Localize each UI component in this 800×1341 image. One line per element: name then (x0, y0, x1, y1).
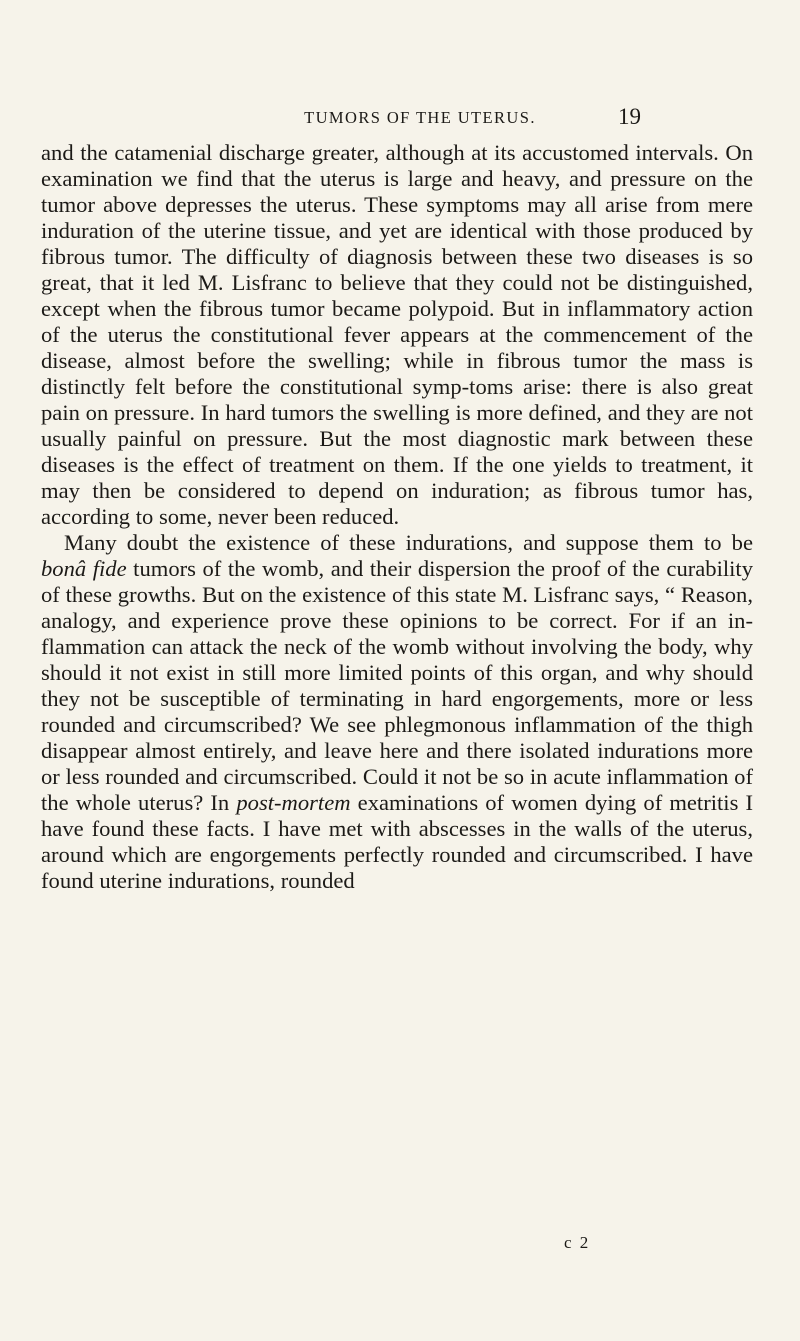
italic-phrase-bona-fide: bonâ fide (41, 556, 127, 581)
paragraph-2-text-a: Many doubt the existence of these indurations, and suppose them to be (64, 530, 753, 555)
running-head (230, 104, 800, 134)
paragraph-2 (41, 530, 753, 894)
signature-mark: c 2 (564, 1233, 591, 1252)
running-title: TUMORS OF THE UTERUS. (304, 108, 536, 127)
paragraph-2-text-c: examinations of women dying of metritis I have found these facts. I have met with abscesses in the walls of the uterus, around which are engorgements perfectly rounded and circumscribed. I have found uterine indurations, rounded (41, 790, 753, 893)
italic-phrase-post-mortem: post-mortem (236, 790, 351, 815)
page-number: 19 (618, 104, 641, 129)
paragraph-2-text-b: tumors of the womb, and their dispersion the proof of the curability of these growths. But on the existence of this state M. Lisfranc says, “ Reason, analogy, and experience prove these opinions to be correct. For if an in-flammation can attack the neck of the womb without involving the body, why should it not exist in still more limited points of this organ, and why should they not be susceptible of terminating in hard engorgements, more or less rounded and circumscribed? We see phlegmonous inflammation of the thigh disappear almost entirely, and leave here and there isolated indurations more or less rounded and circumscribed. Could it not be so in acute inflammation of the whole uterus? In (41, 556, 753, 815)
paragraph-1: and the catamenial discharge greater, although at its accustomed intervals. On examination we find that the uterus is large and heavy, and pressure on the tumor above depresses the uterus. These symptoms may all arise from mere induration of the uterine tissue, and yet are identical with those produced by fibrous tumor. The difficulty of diagnosis between these two diseases is so great, that it led M. Lisfranc to believe that they could not be distinguished, except when the fibrous tumor became polypoid. But in inflammatory action of the uterus the constitutional fever appears at the commencement of the disease, almost before the swelling; while in fibrous tumor the mass is distinctly felt before the constitutional symp-toms arise: there is also great pain on pressure. In hard tumors the swelling is more defined, and they are not usually painful on pressure. But the most diagnostic mark between these diseases is the effect of treatment on them. If the one yields to treatment, it may then be considered to depend on induration; as fibrous tumor has, according to some, never been reduced. (41, 140, 753, 529)
body-text (41, 140, 753, 894)
